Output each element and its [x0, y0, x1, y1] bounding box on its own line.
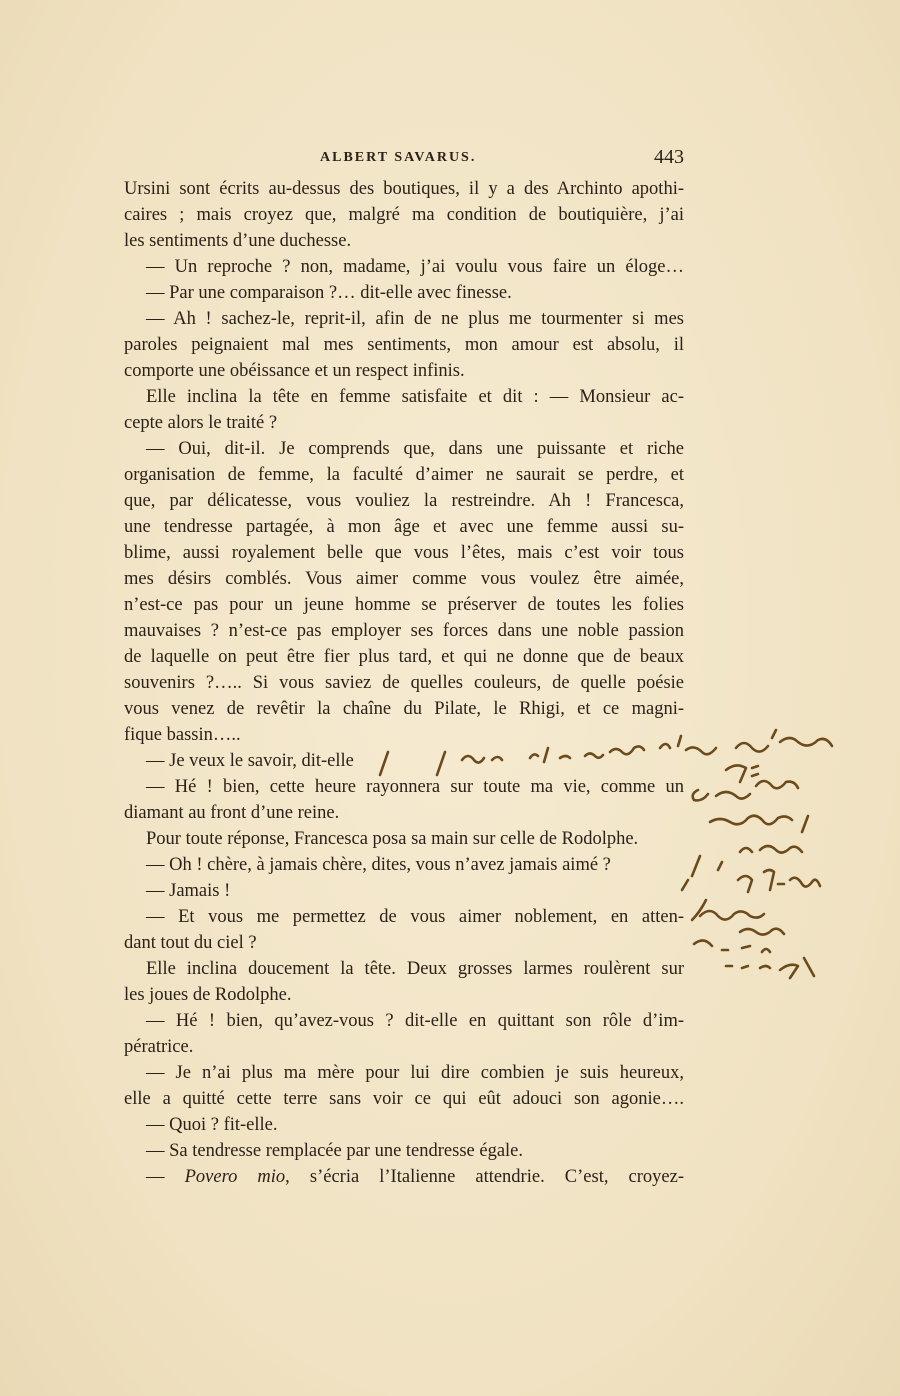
text-line: comporte une obéissance et un respect infinis.: [124, 361, 465, 381]
text-line: fique bassin…..: [124, 725, 241, 745]
running-title: ALBERT SAVARUS.: [320, 150, 477, 165]
text-line: que, par délicatesse, vous vouliez la restreindre. Ah ! Francesca,: [124, 491, 684, 511]
text-line: — Hé ! bien, cette heure rayonnera sur toute ma vie, comme un: [146, 777, 684, 797]
text-line: — Oh ! chère, à jamais chère, dites, vous n’avez jamais aimé ?: [146, 855, 611, 875]
text-line: paroles peignaient mal mes sentiments, mon amour est absolu, il: [124, 335, 684, 355]
text-line: — Un reproche ? non, madame, j’ai voulu vous faire un éloge…: [146, 257, 684, 277]
text-line: — Ah ! sachez-le, reprit-il, afin de ne plus me tourmenter si mes: [146, 309, 684, 329]
text-line: caires ; mais croyez que, malgré ma condition de boutiquière, j’ai: [124, 205, 684, 225]
text-line: les sentiments d’une duchesse.: [124, 231, 352, 251]
text-line: — Quoi ? fit-elle.: [146, 1115, 278, 1135]
text-line: de laquelle on peut être fier plus tard, et qui ne donne que de beaux: [124, 647, 684, 667]
text-line: Pour toute réponse, Francesca posa sa main sur celle de Rodolphe.: [146, 829, 639, 849]
text-line: vous venez de revêtir la chaîne du Pilate, le Rhigi, et ce magni-: [124, 699, 684, 719]
text-line: — Je veux le savoir, dit-elle: [146, 751, 354, 771]
text-line: — Sa tendresse remplacée par une tendresse égale.: [146, 1141, 524, 1161]
text-line: diamant au front d’une reine.: [124, 803, 340, 823]
text-line: mes désirs comblés. Vous aimer comme vous voulez être aimée,: [124, 569, 684, 589]
text-line: — Jamais !: [146, 881, 231, 901]
text-line: dant tout du ciel ?: [124, 933, 257, 953]
text-line: pératrice.: [124, 1037, 194, 1057]
text-line: cepte alors le traité ?: [124, 413, 278, 433]
text-line: n’est-ce pas pour un jeune homme se préserver de toutes les folies: [124, 595, 684, 615]
text-line: les joues de Rodolphe.: [124, 985, 292, 1005]
text-line: Elle inclina la tête en femme satisfaite et dit : — Monsieur ac-: [146, 387, 684, 407]
text-line: — Je n’ai plus ma mère pour lui dire combien je suis heureux,: [146, 1063, 684, 1083]
text-line-last: [124, 1164, 684, 1190]
text-line: — Hé ! bien, qu’avez-vous ? dit-elle en quittant son rôle d’im-: [146, 1011, 684, 1031]
text-line: Ursini sont écrits au-dessus des boutiques, il y a des Archinto apothi-: [124, 179, 684, 199]
text-line: organisation de femme, la faculté d’aimer ne saurait se perdre, et: [124, 465, 684, 485]
page-header: [124, 146, 684, 170]
text-line: elle a quitté cette terre sans voir ce qui eût adouci son agonie….: [124, 1089, 684, 1109]
dash: —: [146, 1167, 165, 1187]
text-line: — Oui, dit-il. Je comprends que, dans une puissante et riche: [146, 439, 684, 459]
text-line: — Et vous me permettez de vous aimer noblement, en atten-: [146, 907, 684, 927]
text-line: blime, aussi royalement belle que vous l’êtes, mais c’est voir tous: [124, 543, 684, 563]
text-line: une tendresse partagée, à mon âge et avec une femme aussi su-: [124, 517, 684, 537]
text-line: souvenirs ?….. Si vous saviez de quelles couleurs, de quelle poésie: [124, 673, 684, 693]
text-line: — Par une comparaison ?… dit-elle avec finesse.: [146, 283, 512, 303]
page-number: 443: [654, 146, 684, 168]
text-line: Elle inclina doucement la tête. Deux grosses larmes roulèrent sur: [146, 959, 684, 979]
text-fragment: , s’écria l’Italienne attendrie. C’est, croyez-: [285, 1167, 684, 1187]
italic-phrase: Povero mio: [184, 1167, 286, 1187]
text-line: mauvaises ? n’est-ce pas employer ses forces dans une noble passion: [124, 621, 684, 641]
body-text: [124, 176, 684, 1190]
